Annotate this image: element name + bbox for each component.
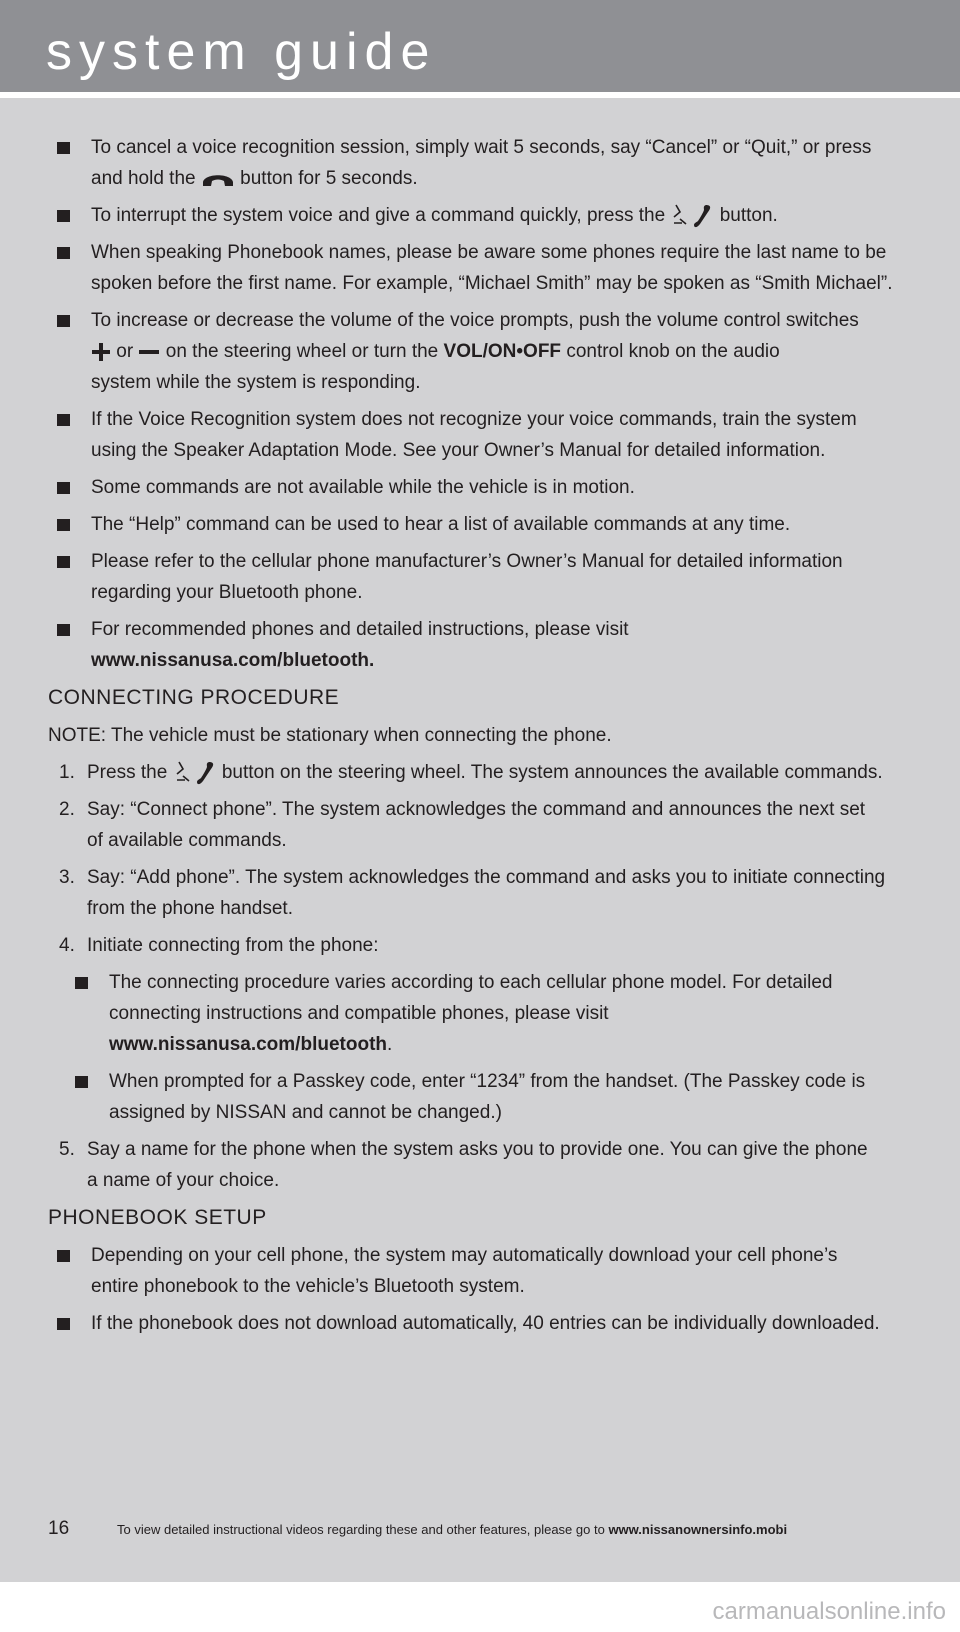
list-item: Some commands are not available while the vehicle is in motion. — [0, 472, 960, 503]
list-item: The connecting procedure varies according to each cellular phone model. For detailed connecting instructions and compatible phones, please visit www.nissanusa.com/bluetooth. — [0, 967, 960, 1060]
bullet-square-icon — [57, 247, 70, 259]
list-item: To cancel a voice recognition session, simply wait 5 seconds, say “Cancel” or “Quit,” or press and hold the button for 5 seconds. — [0, 132, 960, 194]
page-header — [0, 0, 960, 92]
bullet-square-icon — [57, 556, 70, 568]
step-item: 3. Say: “Add phone”. The system acknowledges the command and asks you to initiate connecting from the phone handset. — [59, 867, 886, 919]
bullet-square-icon — [75, 1076, 88, 1088]
minus-icon — [138, 342, 160, 362]
list-item: If the phonebook does not download automatically, 40 entries can be individually downloaded. — [0, 1308, 960, 1339]
list-item: To interrupt the system voice and give a command quickly, press the button. — [0, 200, 960, 231]
page-number: 16 — [48, 1518, 70, 1539]
bullet-square-icon — [57, 482, 70, 494]
plus-icon — [91, 342, 111, 362]
bullet-square-icon — [57, 1318, 70, 1330]
list-item: The “Help” command can be used to hear a list of available commands at any time. — [0, 509, 960, 540]
bullet-square-icon — [57, 315, 70, 327]
list-item: If the Voice Recognition system does not recognize your voice commands, train the system using the Speaker Adaptation Mode. See your Owner’s Manual for detailed information. — [0, 404, 960, 466]
page-title: system guide — [46, 23, 437, 81]
section-heading-phonebook: PHONEBOOK SETUP — [48, 1206, 267, 1229]
talk-phone-icon — [670, 203, 714, 229]
list-item: To increase or decrease the volume of the voice prompts, push the volume control switches or on the steering wheel or turn the VOL/ON•OFF control knob on the audio system while the system is responding. — [0, 305, 960, 398]
list-item: For recommended phones and detailed instructions, please visit www.nissanusa.com/bluetooth. — [0, 614, 960, 676]
bullet-square-icon — [57, 210, 70, 222]
talk-phone-icon — [173, 760, 217, 786]
footer-text: To view detailed instructional videos regarding these and other features, please go to www.nissanownersinfo.mobi — [117, 1522, 788, 1537]
bullet-square-icon — [57, 624, 70, 636]
bullet-square-icon — [57, 519, 70, 531]
list-item: Please refer to the cellular phone manufacturer’s Owner’s Manual for detailed information regarding your Bluetooth phone. — [0, 546, 960, 608]
footer-link[interactable]: www.nissanownersinfo.mobi — [608, 1522, 788, 1537]
list-item: When prompted for a Passkey code, enter “1234” from the handset. (The Passkey code is assigned by NISSAN and cannot be changed.) — [0, 1066, 960, 1128]
bullet-square-icon — [57, 414, 70, 426]
watermark: carmanualsonline.info — [712, 1598, 946, 1625]
step-item: 2. Say: “Connect phone”. The system acknowledges the command and announces the next set of available commands. — [59, 799, 866, 851]
step-item: 4. Initiate connecting from the phone: — [59, 935, 379, 956]
bullet-square-icon — [57, 1250, 70, 1262]
bluetooth-link[interactable]: www.nissanusa.com/bluetooth. — [91, 650, 375, 671]
section-heading-connecting: CONNECTING PROCEDURE — [48, 686, 340, 709]
step-item: 5. Say a name for the phone when the system asks you to provide one. You can give the phone a name of your choice. — [59, 1139, 868, 1191]
note-text: NOTE: The vehicle must be stationary when connecting the phone. — [48, 725, 612, 746]
bullet-square-icon — [57, 142, 70, 154]
header-divider — [0, 92, 960, 98]
list-item: When speaking Phonebook names, please be aware some phones require the last name to be spoken before the first name. For example, “Michael Smith” may be spoken as “Smith Michael”. — [0, 237, 960, 299]
list-item: Depending on your cell phone, the system may automatically download your cell phone’s entire phonebook to the vehicle’s Bluetooth system. — [0, 1240, 960, 1302]
step-item: 1. Press the button on the steering wheel. The system announces the available commands. — [0, 757, 960, 788]
hang-up-phone-icon — [201, 170, 235, 188]
page-content — [0, 132, 960, 1345]
bluetooth-link[interactable]: www.nissanusa.com/bluetooth — [109, 1034, 387, 1055]
bullet-square-icon — [75, 977, 88, 989]
